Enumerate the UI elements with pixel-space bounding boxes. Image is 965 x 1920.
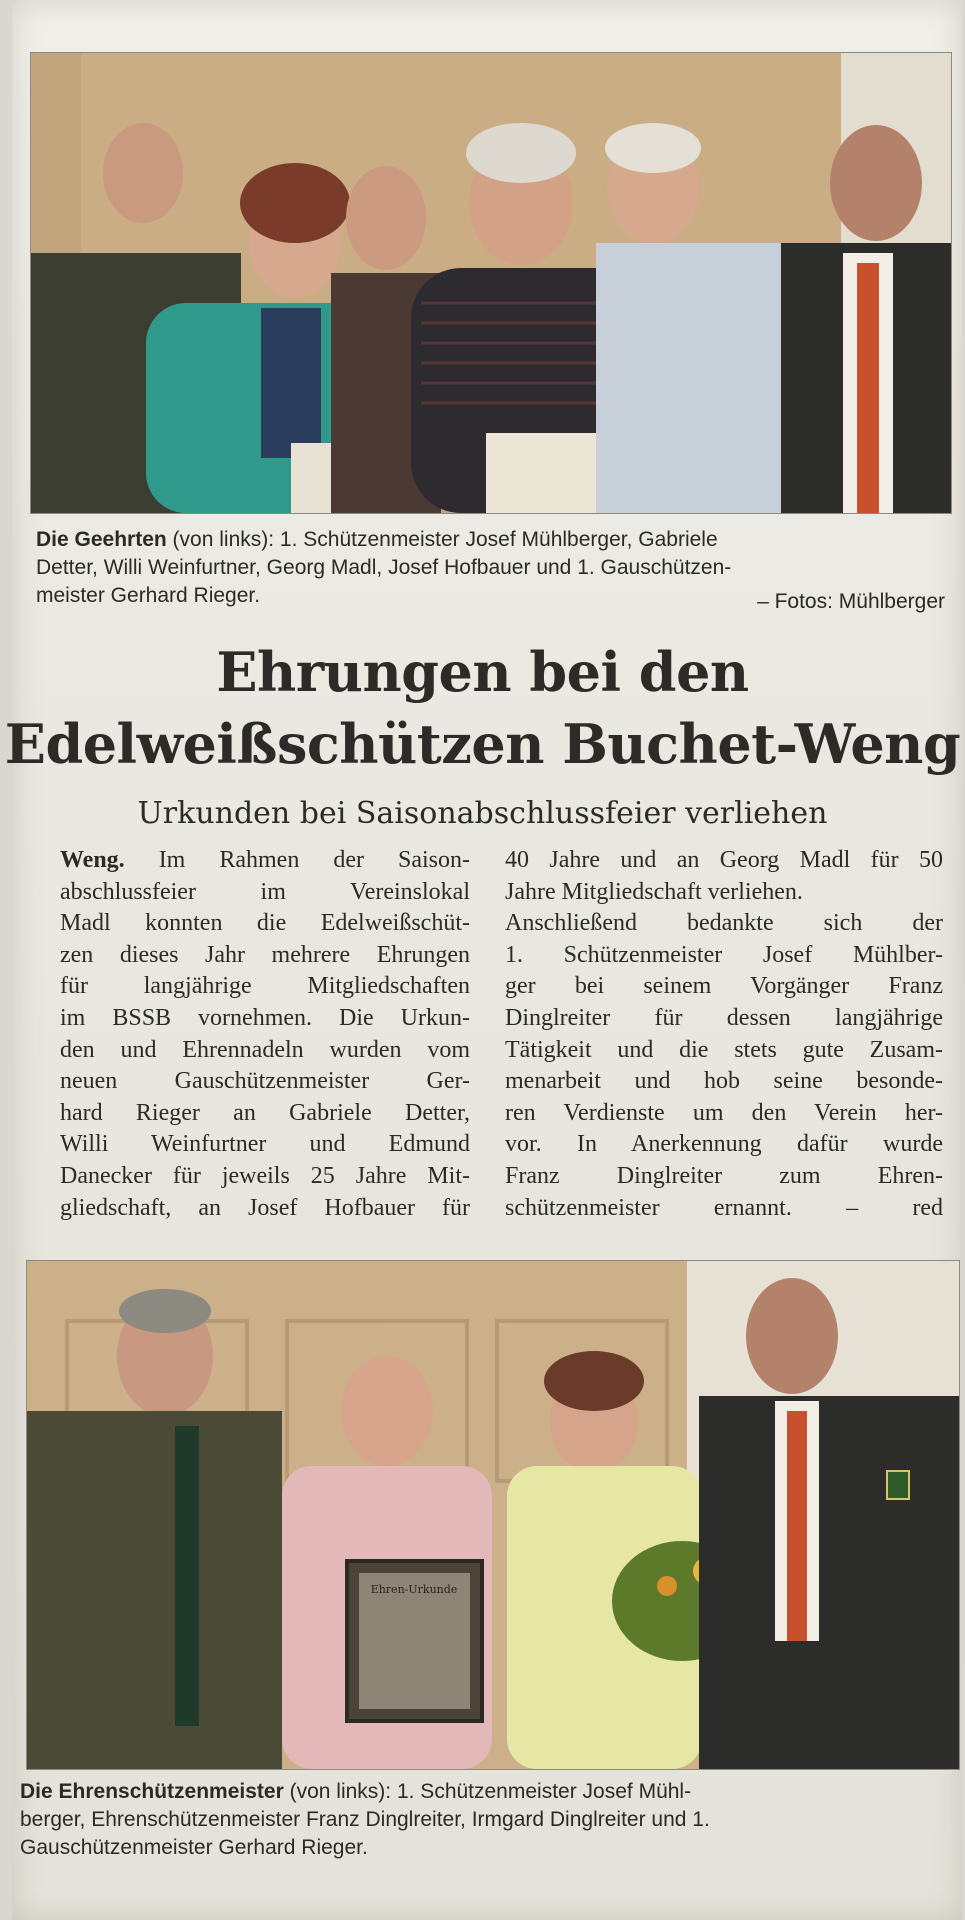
article-line: 40 Jahre und an Georg Madl für 50 (505, 847, 943, 873)
caption-line: Detter, Willi Weinfurtner, Georg Madl, Josef Hofbauer und 1. Gauschützen- (36, 556, 732, 579)
photo-honorees-image (31, 53, 951, 513)
article-line: menarbeit und hob seine besonde- (505, 1068, 943, 1095)
article-line: Jahre Mitgliedschaft verliehen. (505, 878, 803, 905)
article-line: ren Verdienste um den Verein her- (505, 1099, 943, 1126)
article-line: gliedschaft, an Josef Hofbauer für (60, 1194, 470, 1221)
article-line: Anschließend bedankte sich der (505, 910, 943, 937)
article-line: abschlussfeier im Vereinslokal (60, 878, 470, 905)
certificate-text: Ehren-Urkunde (370, 1583, 458, 1596)
article-line: 1. Schützenmeister Josef Mühlber- (505, 941, 943, 968)
caption-lead: Die Geehrten (36, 528, 167, 551)
article-line: den und Ehrennadeln wurden vom (60, 1036, 470, 1063)
article-line: Franz Dinglreiter zum Ehren- (505, 1162, 943, 1189)
caption-line: berger, Ehrenschützenmeister Franz Dinglreiter, Irmgard Dinglreiter und 1. (20, 1808, 710, 1831)
caption-line: (von links): 1. Schützenmeister Josef Mühlberger, Gabriele (166, 528, 718, 551)
article-line: im BSSB vornehmen. Die Urkun- (60, 1004, 470, 1031)
article-column-1 (60, 845, 470, 1224)
caption-line: Gauschützenmeister Gerhard Rieger. (20, 1836, 368, 1859)
article-line: vor. In Anerkennung dafür wurde (505, 1131, 943, 1158)
article-column-2 (505, 845, 943, 1224)
subheadline: Urkunden bei Saisonabschlussfeier verliehen (137, 796, 828, 831)
photo-honorary-masters (26, 1260, 960, 1770)
photo-honorees (30, 52, 952, 514)
article-line: neuen Gauschützenmeister Ger- (60, 1068, 470, 1095)
article-line: Madl konnten die Edelweißschüt- (60, 910, 470, 937)
article-line: ger bei seinem Vorgänger Franz (505, 973, 943, 1000)
caption-line: meister Gerhard Rieger. (36, 584, 261, 607)
article-line: zen dieses Jahr mehrere Ehrungen (60, 941, 470, 968)
article-line: Tätigkeit und die stets gute Zusam- (505, 1036, 943, 1063)
article-line: hard Rieger an Gabriele Detter, (60, 1099, 470, 1126)
article-line: schützenmeister ernannt. – red (505, 1194, 943, 1221)
headline-line-1: Ehrungen bei den (216, 640, 749, 704)
photo-honorary-masters-image (27, 1261, 959, 1769)
photo-credit: – Fotos: Mühlberger (757, 590, 945, 613)
article-line: für langjährige Mitgliedschaften (60, 973, 470, 1000)
headline-line-2: Edelweißschützen Buchet-Weng (4, 712, 961, 776)
caption-line: (von links): 1. Schützenmeister Josef Mühl- (283, 1780, 692, 1803)
dateline: Weng. (60, 847, 125, 873)
caption-lead: Die Ehrenschützenmeister (20, 1780, 284, 1803)
photo-honorary-masters-caption (20, 1778, 955, 1862)
article-line: Willi Weinfurtner und Edmund (60, 1131, 470, 1158)
article-line: Danecker für jeweils 25 Jahre Mit- (60, 1162, 470, 1189)
article-line: Dinglreiter für dessen langjährige (505, 1004, 943, 1031)
article-line: Im Rahmen der Saison- (124, 847, 470, 873)
